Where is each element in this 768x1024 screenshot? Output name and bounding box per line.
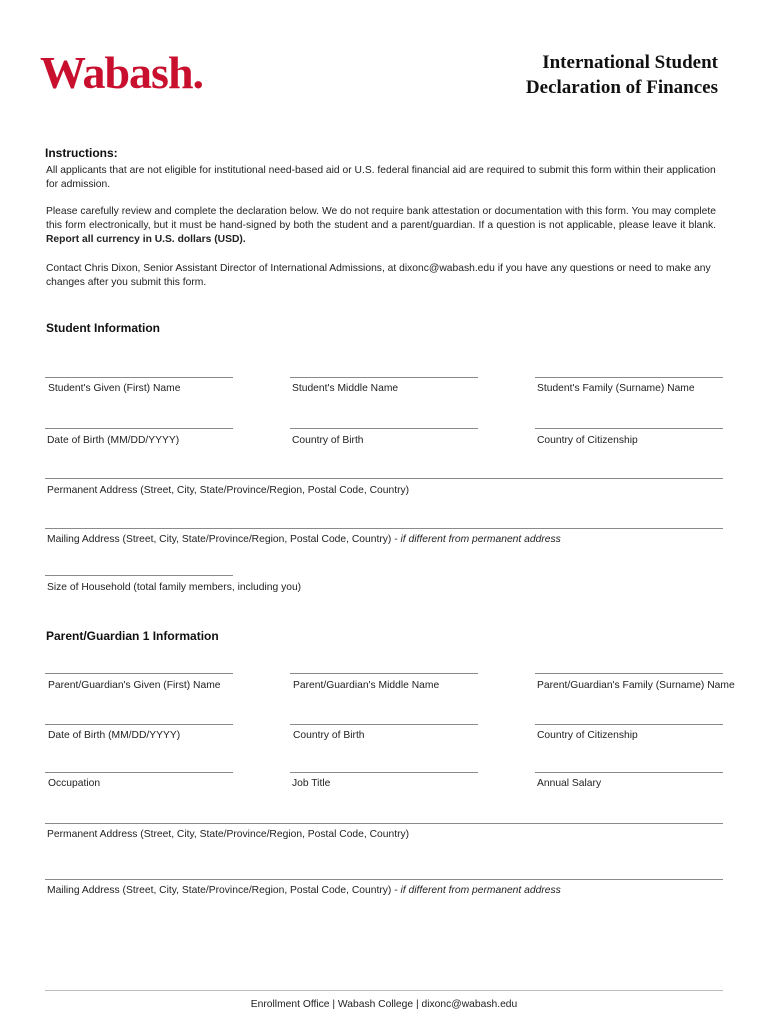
student-mailing-address-text: Mailing Address (Street, City, State/Province/Region, Postal Code, Country) -: [47, 534, 398, 545]
parent1-country-birth-field[interactable]: [290, 724, 478, 725]
parent1-job-title-label: Job Title: [292, 778, 331, 789]
parent1-country-citizenship-label: Country of Citizenship: [537, 730, 638, 741]
form-title-line1: International Student: [542, 52, 718, 73]
footer-contact: Enrollment Office | Wabash College | dixonc@wabash.edu: [250, 999, 518, 1010]
student-mailing-address-label: [47, 534, 561, 545]
student-middle-name-field[interactable]: [290, 377, 478, 378]
student-dob-field[interactable]: [45, 428, 233, 429]
parent1-salary-label: Annual Salary: [537, 778, 602, 789]
instructions-heading: Instructions:: [45, 146, 118, 160]
student-permanent-address-field[interactable]: [45, 478, 723, 479]
parent1-dob-field[interactable]: [45, 724, 233, 725]
parent1-family-name-label: Parent/Guardian's Family (Surname) Name: [537, 680, 735, 691]
form-title-line2: Declaration of Finances: [525, 77, 718, 98]
student-household-field[interactable]: [45, 575, 233, 576]
form-title: [526, 50, 718, 100]
instructions-paragraph-2: [46, 205, 716, 247]
parent1-country-birth-label: Country of Birth: [293, 730, 365, 741]
student-given-name-field[interactable]: [45, 377, 233, 378]
student-dob-label: Date of Birth (MM/DD/YYYY): [47, 435, 180, 446]
parent1-family-name-field[interactable]: [535, 673, 723, 674]
student-mailing-address-field[interactable]: [45, 528, 723, 529]
wabash-logo: Wabash.: [40, 47, 204, 98]
instructions-paragraph-1: All applicants that are not eligible for institutional need-based aid or U.S. federal financial aid are required to submit this form within their application for admission.: [46, 165, 716, 190]
parent1-job-title-field[interactable]: [290, 772, 478, 773]
parent1-section-title: Parent/Guardian 1 Information: [46, 629, 219, 643]
student-household-label: Size of Household (total family members, including you): [47, 582, 302, 593]
student-section-title: Student Information: [46, 321, 160, 335]
parent1-permanent-address-label: Permanent Address (Street, City, State/Province/Region, Postal Code, Country): [47, 829, 410, 840]
parent1-mailing-address-label: [47, 885, 561, 896]
parent1-middle-name-field[interactable]: [290, 673, 478, 674]
parent1-mailing-address-note: if different from permanent address: [400, 885, 561, 896]
parent1-given-name-field[interactable]: [45, 673, 233, 674]
parent1-mailing-address-field[interactable]: [45, 879, 723, 880]
parent1-occupation-field[interactable]: [45, 772, 233, 773]
parent1-middle-name-label: Parent/Guardian's Middle Name: [293, 680, 440, 691]
parent1-salary-field[interactable]: [535, 772, 723, 773]
student-middle-name-label: Student's Middle Name: [292, 383, 399, 394]
student-country-citizenship-label: Country of Citizenship: [537, 435, 638, 446]
student-given-name-label: Student's Given (First) Name: [48, 383, 181, 394]
student-family-name-field[interactable]: [535, 377, 723, 378]
parent1-occupation-label: Occupation: [48, 778, 101, 789]
parent1-mailing-address-text: Mailing Address (Street, City, State/Province/Region, Postal Code, Country) -: [47, 885, 398, 896]
currency-note: Report all currency in U.S. dollars (USD).: [46, 234, 246, 245]
student-country-birth-field[interactable]: [290, 428, 478, 429]
parent1-country-citizenship-field[interactable]: [535, 724, 723, 725]
parent1-given-name-label: Parent/Guardian's Given (First) Name: [48, 680, 221, 691]
instructions-paragraph-3: Contact Chris Dixon, Senior Assistant Director of International Admissions, at dixonc@wabash.edu if you have any questions or need to make any changes after you submit this form.: [46, 263, 711, 288]
student-mailing-address-note: if different from permanent address: [400, 534, 561, 545]
parent1-dob-label: Date of Birth (MM/DD/YYYY): [48, 730, 181, 741]
student-country-citizenship-field[interactable]: [535, 428, 723, 429]
student-country-birth-label: Country of Birth: [292, 435, 364, 446]
instructions-paragraph-2-text: Please carefully review and complete the declaration below. We do not require bank attestation or documentation with this form. You may complete this form electronically, but it must be hand-signed by both the student and a parent/guardian. If a question is not applicable, please leave it blank.: [46, 206, 716, 231]
student-family-name-label: Student's Family (Surname) Name: [537, 383, 695, 394]
student-permanent-address-label: Permanent Address (Street, City, State/Province/Region, Postal Code, Country): [47, 485, 410, 496]
parent1-permanent-address-field[interactable]: [45, 823, 723, 824]
footer-divider: [45, 990, 723, 991]
